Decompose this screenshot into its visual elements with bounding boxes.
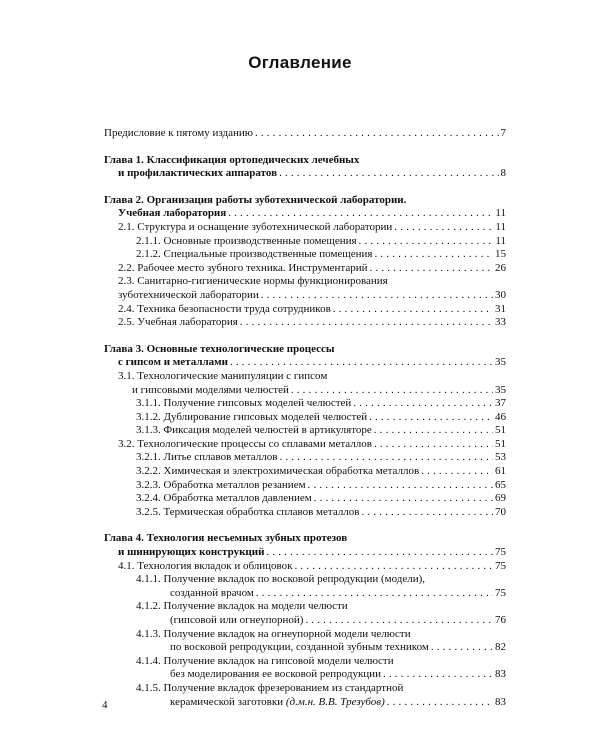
toc-chapter-1[interactable] bbox=[104, 154, 506, 181]
toc-entry-text: Глава 2. Организация работы зуботехнической лаборатории. bbox=[104, 193, 407, 206]
toc-entry[interactable]: 2.2. Рабочее место зубного техника. Инструментарий . . . 26 bbox=[104, 262, 506, 276]
toc-entry-text: Глава 3. Основные технологические процессы bbox=[104, 342, 335, 355]
toc-entry[interactable]: 4.1.1. Получение вкладок по восковой репродукции (модели), созданной врачом . . . 75 bbox=[104, 573, 506, 600]
toc-entry-text-cont: и шинирующих конструкций bbox=[118, 546, 265, 559]
toc-entry[interactable]: 3.2.3. Обработка металлов резанием . . . 65 bbox=[104, 479, 506, 493]
toc-entry[interactable]: 3.2.2. Химическая и электрохимическая обработка металлов . . . 61 bbox=[104, 465, 506, 479]
toc-page-number: 35 bbox=[495, 356, 506, 369]
toc-entry[interactable]: 3.2. Технологические процессы со сплавами металлов . . . 51 bbox=[104, 438, 506, 452]
toc-chapter-2[interactable] bbox=[104, 194, 506, 221]
toc-chapter-4[interactable] bbox=[104, 532, 506, 559]
page-number: 4 bbox=[102, 699, 108, 711]
toc-entry[interactable]: 2.1.2. Специальные производственные помещения . . . 15 bbox=[104, 248, 506, 262]
toc-entry[interactable]: 3.1.3. Фиксация моделей челюстей в артикуляторе . . . 51 bbox=[104, 424, 506, 438]
toc-entry-text-cont: с гипсом и металлами bbox=[118, 356, 228, 369]
toc-entry-text: Глава 1. Классификация ортопедических лечебных bbox=[104, 153, 360, 166]
toc-entry-text-cont: Учебная лаборатория bbox=[118, 207, 227, 220]
toc-page-number: 8 bbox=[500, 167, 506, 180]
toc-entry[interactable]: 2.4. Техника безопасности труда сотрудников . . . 31 bbox=[104, 303, 506, 317]
toc-entry[interactable]: 4.1.2. Получение вкладок на модели челюсти (гипсовой или огнеупорной) . . . 76 bbox=[104, 600, 506, 627]
toc-entry-text: Предисловие к пятому изданию bbox=[104, 127, 253, 139]
toc-entry[interactable]: 3.2.4. Обработка металлов давлением . . . 69 bbox=[104, 492, 506, 506]
toc-page-number: 7 bbox=[500, 127, 506, 139]
toc-entry[interactable]: 3.1.2. Дублирование гипсовых моделей челюстей . . . 46 bbox=[104, 411, 506, 425]
toc-entry[interactable]: 4.1.4. Получение вкладок на гипсовой модели челюсти без моделирования ее восковой репродукции . . . 83 bbox=[104, 655, 506, 682]
toc-entry-text-cont: и профилактических аппаратов bbox=[118, 167, 278, 180]
toc-chapter-3[interactable] bbox=[104, 343, 506, 370]
page-title: Оглавление bbox=[248, 53, 352, 72]
toc-entry[interactable]: 4.1.3. Получение вкладок на огнеупорной модели челюсти по восковой репродукции, созданной зубным техником . . . 82 bbox=[104, 628, 506, 655]
toc-entry[interactable]: 2.3. Санитарно-гигиенические нормы функционирования зуботехнической лаборатории . . . 30 bbox=[104, 275, 506, 302]
toc-entry[interactable]: 3.2.5. Термическая обработка сплавов металлов . . . 70 bbox=[104, 506, 506, 520]
toc-entry[interactable]: 2.5. Учебная лаборатория . . . 33 bbox=[104, 316, 506, 330]
toc-entry[interactable]: 3.1.1. Получение гипсовых моделей челюстей . . . 37 bbox=[104, 397, 506, 411]
toc-entry[interactable]: 3.2.1. Литье сплавов металлов . . . 53 bbox=[104, 451, 506, 465]
toc-entry-preface[interactable] bbox=[104, 127, 506, 141]
toc-entry[interactable]: 2.1. Структура и оснащение зуботехнической лаборатории . . . 11 bbox=[104, 221, 506, 235]
toc-entry-text: Глава 4. Технология несъемных зубных протезов bbox=[104, 532, 348, 545]
table-of-contents bbox=[104, 127, 506, 709]
toc-page-number: 11 bbox=[495, 207, 506, 220]
toc-entry[interactable]: 2.1.1. Основные производственные помещения . . . 11 bbox=[104, 235, 506, 249]
toc-author: (д.м.н. В.В. Трезубов) bbox=[285, 695, 385, 708]
toc-entry[interactable]: 4.1.5. Получение вкладок фрезерованием из стандартной керамической заготовки (д.м.н. В.В. Трезубов) . . . 83 bbox=[104, 682, 506, 709]
toc-entry[interactable]: 4.1. Технология вкладок и облицовок . . . 75 bbox=[104, 560, 506, 574]
toc-page-number: 75 bbox=[495, 546, 506, 559]
toc-entry[interactable]: 3.1. Технологические манипуляции с гипсом и гипсовыми моделями челюстей . . . 35 bbox=[104, 370, 506, 397]
